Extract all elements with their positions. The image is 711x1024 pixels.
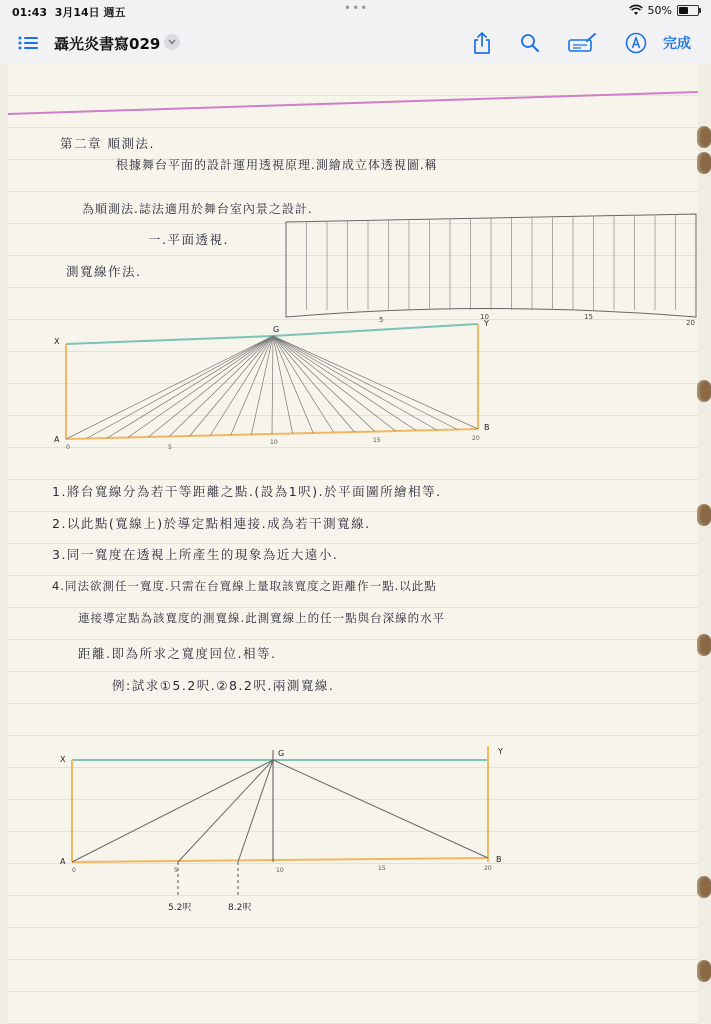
section-heading: 一.平面透視. — [148, 232, 229, 247]
document-viewer[interactable] — [0, 64, 711, 1024]
markup-pen-icon — [567, 32, 597, 54]
step-3: 3.同一寬度在透視上所產生的現象為近大遠小. — [52, 547, 339, 562]
line-g-5.2 — [178, 760, 273, 862]
search-icon — [520, 33, 540, 53]
status-time — [12, 4, 125, 20]
fan-lines — [66, 336, 478, 439]
list-icon — [17, 34, 39, 52]
chevron-down-icon — [168, 39, 176, 45]
tick-0: 0 — [66, 444, 70, 451]
margin-line — [8, 64, 698, 124]
label-A: A — [60, 857, 66, 866]
date: 3月14日 週五 — [54, 6, 126, 19]
measuring-line — [273, 336, 416, 431]
top-tick-15: 15 — [584, 313, 593, 321]
intro-line-1: 根據舞台平面的設計運用透視原理.測繪成立体透視圖.稱 — [116, 158, 438, 172]
binding-ring — [697, 504, 711, 526]
label-Y: Y — [484, 319, 489, 328]
search-button[interactable] — [518, 31, 542, 55]
binding-ring — [697, 126, 711, 148]
measuring-line — [66, 336, 273, 439]
tick-10: 10 — [276, 867, 284, 874]
line-x-g — [66, 336, 273, 344]
label-Y: Y — [498, 747, 503, 756]
measuring-line — [272, 336, 273, 434]
document-title[interactable]: 聶光炎書寫029 — [54, 35, 161, 53]
binding-ring — [697, 634, 711, 656]
measuring-line — [273, 336, 354, 432]
subsection-heading: 測寬線作法. — [66, 264, 142, 279]
line-g-y — [273, 324, 478, 336]
measuring-line — [273, 336, 457, 430]
line-a-b — [72, 858, 488, 862]
top-tick-5: 5 — [379, 316, 384, 324]
share-icon — [472, 31, 492, 55]
step-4-line-2: 連接導定點為該寬度的測寬線.此測寬線上的任一點與台深線的水平 — [78, 611, 446, 625]
measuring-line — [210, 336, 273, 436]
status-right — [629, 4, 699, 17]
multitasking-dots-icon[interactable]: ••• — [344, 1, 369, 15]
binding-ring — [697, 152, 711, 174]
label-B: B — [484, 423, 490, 432]
tick-5: 5 — [174, 867, 178, 874]
callout-8.2: 8.2呎 — [228, 903, 252, 913]
label-X: X — [60, 755, 66, 764]
notebook-page — [8, 64, 698, 1024]
binding-ring — [697, 380, 711, 402]
example-line: 例:試求①5.2呎.②8.2呎.兩測寬線. — [112, 678, 335, 693]
battery-percent: 50% — [647, 4, 672, 17]
markup-button[interactable] — [624, 31, 648, 55]
measuring-lines-diagram — [48, 314, 508, 451]
toolbar — [0, 22, 711, 65]
grid-lines — [286, 214, 696, 317]
top-tick-20: 20 — [686, 319, 695, 327]
step-4-line-1: 4.同法欲測任一寬度.只需在台寬線上量取該寬度之距離作一點.以此點 — [52, 579, 437, 593]
pen-tip-circle-icon — [625, 32, 647, 54]
tick-15: 15 — [373, 437, 381, 444]
battery-icon — [677, 5, 699, 16]
tick-0: 0 — [72, 867, 76, 874]
title-menu-button[interactable] — [164, 34, 180, 50]
label-G: G — [273, 325, 280, 334]
measuring-line — [273, 336, 313, 433]
step-1: 1.將台寬線分為若干等距離之點.(設為1呎).於平面圖所繪相等. — [52, 484, 442, 499]
step-4-line-3: 距離.即為所求之寬度回位.相等. — [78, 646, 277, 661]
wifi-icon — [629, 5, 643, 16]
thumbnails-list-button[interactable] — [16, 32, 40, 54]
tick-5: 5 — [168, 444, 172, 451]
measuring-line — [87, 336, 273, 439]
measuring-line — [169, 336, 273, 437]
step-2: 2.以此點(寬線上)於導定點相連接.成為若干測寬線. — [52, 516, 371, 531]
label-X: X — [54, 337, 60, 346]
top-tick-10: 10 — [480, 313, 489, 321]
measuring-line — [107, 336, 273, 438]
label-A: A — [54, 435, 60, 444]
markup-toolbar-button[interactable] — [566, 31, 598, 55]
done-button[interactable]: 完成 — [663, 36, 691, 52]
chapter-heading: 第二章 順測法. — [60, 136, 155, 151]
measuring-line — [273, 336, 437, 430]
example-diagram — [48, 736, 518, 896]
line-g-b — [273, 760, 488, 858]
callout-5.2: 5.2呎 — [168, 903, 192, 913]
status-bar — [0, 0, 711, 22]
binding-ring — [697, 960, 711, 982]
intro-line-2: 為順測法.誌法適用於舞台室內景之設計. — [82, 202, 313, 216]
tick-15: 15 — [378, 865, 386, 872]
measuring-line — [190, 336, 273, 436]
share-button[interactable] — [470, 30, 494, 56]
tick-20: 20 — [472, 435, 480, 442]
measuring-line — [273, 336, 293, 434]
clock: 01:43 — [12, 6, 48, 19]
binding-ring — [697, 876, 711, 898]
tick-10: 10 — [270, 439, 278, 446]
label-B: B — [496, 855, 502, 864]
label-G: G — [278, 749, 285, 758]
tick-20: 20 — [484, 865, 492, 872]
